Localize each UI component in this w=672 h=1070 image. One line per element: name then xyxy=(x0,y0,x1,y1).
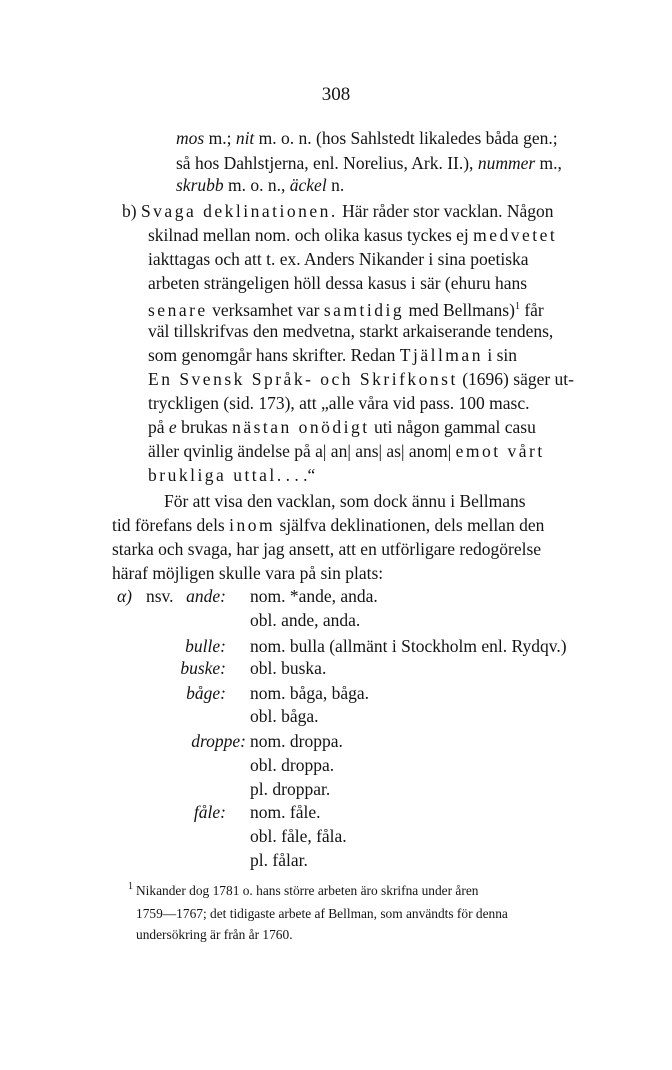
text-line: För att visa den vacklan, som dock ännu i Bellmans xyxy=(164,491,526,511)
spaced-name: Tjällman xyxy=(399,345,483,365)
text: m.; xyxy=(204,128,236,148)
word: äckel xyxy=(289,175,327,195)
text-line xyxy=(148,368,574,390)
word-form: obl. buska. xyxy=(250,658,327,678)
text-line xyxy=(148,344,517,366)
section-heading: Svaga deklinationen. xyxy=(140,201,338,221)
word-form: nom. droppa. xyxy=(250,731,343,751)
text: äller qvinlig ändelse på a| an| ans| as| anom| xyxy=(148,441,456,461)
word-form: obl. ande, anda. xyxy=(250,610,361,630)
spaced-word: brukliga uttal xyxy=(148,465,277,485)
text-line xyxy=(148,416,536,438)
spaced-word: nästan onödigt xyxy=(232,417,370,437)
list-prefix: nsv. xyxy=(146,586,174,606)
word: nit xyxy=(235,128,255,148)
text: uti någon gammal casu xyxy=(369,417,536,437)
text: m., xyxy=(535,153,562,173)
text: brukas xyxy=(176,417,233,437)
text: själfva deklinationen, dels mellan den xyxy=(275,515,545,535)
text-line xyxy=(148,440,545,462)
headword: bulle: xyxy=(185,636,226,656)
text: tid förefans dels xyxy=(112,515,230,535)
word-form: nom. bulla (allmänt i Stockholm enl. Rydqv.) xyxy=(250,636,567,656)
word: skrubb xyxy=(176,175,224,195)
text: Här råder stor vacklan. Någon xyxy=(337,201,554,221)
spaced-word: emot vårt xyxy=(455,441,545,461)
text-line xyxy=(122,200,553,222)
word-form: obl. droppa. xyxy=(250,755,335,775)
text: får xyxy=(519,299,544,320)
text: i sin xyxy=(482,345,517,365)
text-line xyxy=(176,174,344,196)
text: så hos Dahlstjerna, enl. Norelius, Ark. II.), xyxy=(176,153,478,173)
list-marker: α) xyxy=(117,586,133,606)
text-line xyxy=(148,464,315,486)
spaced-word: inom xyxy=(229,515,276,535)
word: mos xyxy=(176,128,205,148)
text-line xyxy=(148,296,544,321)
headword: buske: xyxy=(180,658,226,678)
text-line: häraf möjligen skulle vara på sin plats: xyxy=(112,563,384,583)
text-line xyxy=(148,224,557,246)
spaced-word: samtidig xyxy=(323,299,405,320)
word: nummer xyxy=(477,153,536,173)
headword: droppe: xyxy=(191,731,246,751)
word-form: obl. båga. xyxy=(250,706,319,726)
spaced-word: senare xyxy=(148,299,208,320)
word-form: nom. fåle. xyxy=(250,802,321,822)
text-line xyxy=(112,514,544,536)
text: skilnad mellan nom. och olika kasus tyckes ej xyxy=(148,225,474,245)
text-line xyxy=(176,127,558,149)
headword: båge: xyxy=(186,683,226,703)
spaced-word: medvetet xyxy=(473,225,558,245)
section-marker: b) xyxy=(122,201,141,221)
text-line: starka och svaga, har jag ansett, att en utförligare redogörelse xyxy=(112,539,542,559)
word-form: nom. *ande, anda. xyxy=(250,586,378,606)
text-line: väl tillskrifvas den medvetna, starkt arkaiserande tendens, xyxy=(148,321,554,341)
text-line: iakttagas och att t. ex. Anders Nikander i sina poetiska xyxy=(148,249,529,269)
page-number: 308 xyxy=(321,84,351,105)
text: (1696) säger ut- xyxy=(457,369,575,389)
word-form: pl. droppar. xyxy=(250,779,331,799)
footnote-mark: 1 xyxy=(128,881,133,892)
word-form: pl. fålar. xyxy=(250,850,308,870)
word: e xyxy=(168,417,177,437)
footnote-line: undersökring är från år 1760. xyxy=(136,927,293,942)
footnote-ref: 1 xyxy=(514,301,520,312)
text-line: tryckligen (sid. 173), att „alle våra vid pass. 100 masc. xyxy=(148,393,530,413)
word-form: nom. båga, båga. xyxy=(250,683,370,703)
headword: ande: xyxy=(186,586,226,606)
text: på xyxy=(148,417,169,437)
text: m. o. n., xyxy=(223,175,290,195)
word-form: obl. fåle, fåla. xyxy=(250,826,347,846)
text: verksamhet var xyxy=(207,299,324,320)
text: . . . .“ xyxy=(276,465,316,485)
footnote-line: 1759—1767; det tidigaste arbete af Bellman, som användts för denna xyxy=(136,906,508,921)
text: som genomgår hans skrifter. Redan xyxy=(148,345,400,365)
text: m. o. n. (hos Sahlstedt likaledes båda gen.; xyxy=(254,128,558,148)
footnote-line: Nikander dog 1781 o. hans större arbeten äro skrifna under åren xyxy=(136,883,479,898)
text: med Bellmans) xyxy=(404,299,515,320)
spaced-title: En Svensk Språk- och Skrifkonst xyxy=(148,369,458,389)
text-line xyxy=(176,152,562,174)
text: n. xyxy=(326,175,345,195)
headword: fåle: xyxy=(193,802,226,822)
text-line: arbeten strängeligen höll dessa kasus i sär (ehuru hans xyxy=(148,273,528,293)
